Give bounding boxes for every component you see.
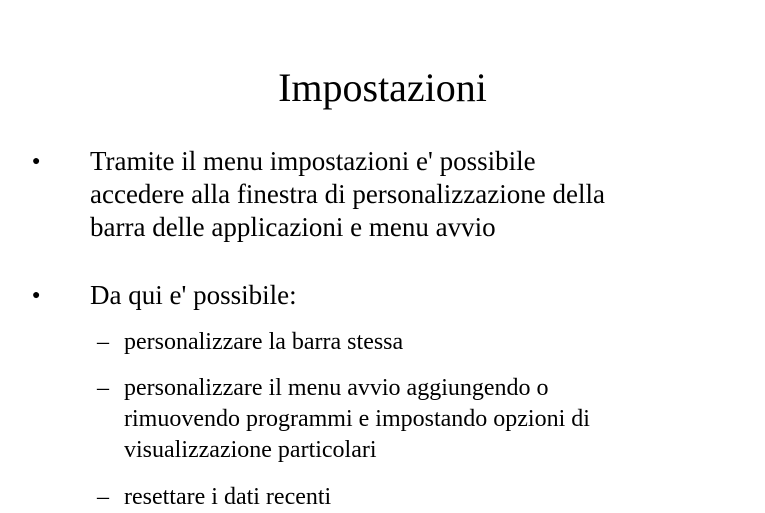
bullet-marker: ●: [32, 154, 41, 169]
sub-bullet-text: resettare i dati recenti: [124, 484, 332, 510]
bullet-text: Tramite il menu impostazioni e' possibile accedere alla finestra di personalizzazione della barra delle applicazioni e menu avvio: [90, 146, 605, 242]
dash-marker: –: [97, 329, 109, 355]
bullet-marker: ●: [32, 288, 41, 303]
bullet-text: Da qui e' possibile:: [90, 280, 297, 310]
slide-title: Impostazioni: [278, 65, 487, 110]
dash-marker: –: [97, 484, 109, 510]
sub-bullet-text: personalizzare la barra stessa: [124, 329, 404, 355]
dash-marker: –: [97, 375, 109, 401]
sub-bullet-text: personalizzare il menu avvio aggiungendo o rimuovendo programmi e impostando opzioni di visualizzazione particolari: [124, 375, 590, 463]
